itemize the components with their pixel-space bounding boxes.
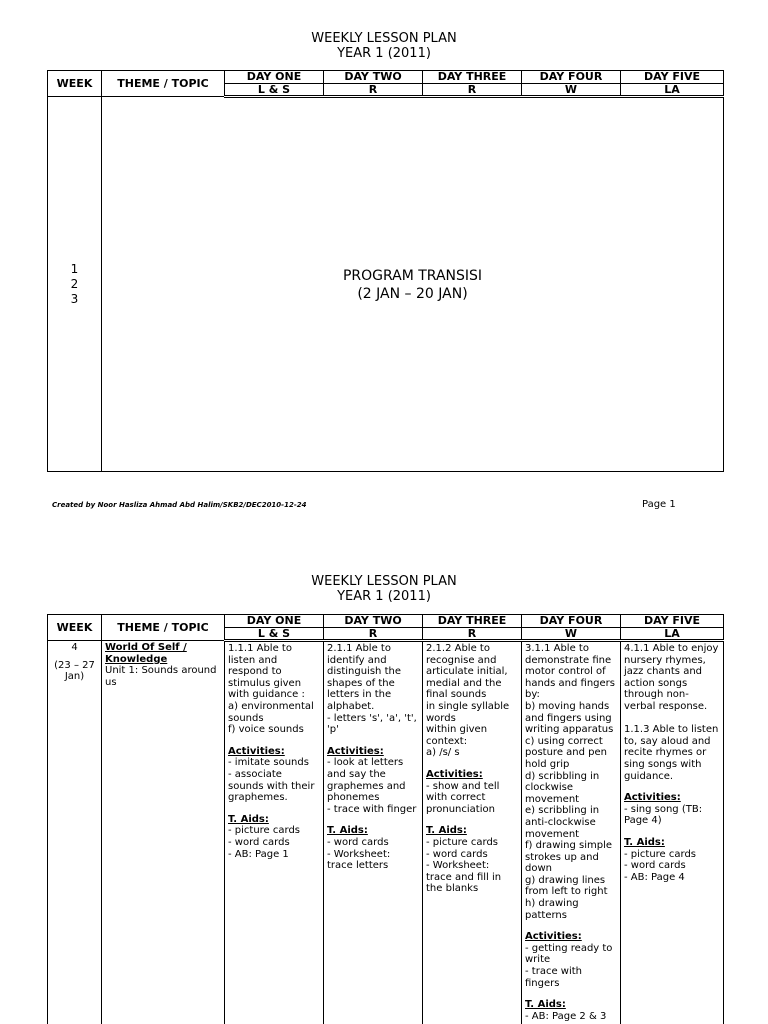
skill-day-four: W bbox=[522, 84, 621, 97]
page-title: WEEKLY LESSON PLAN bbox=[311, 574, 457, 589]
week-number: 2 bbox=[70, 276, 79, 291]
activities-label: Activities: bbox=[426, 768, 483, 780]
activities: - imitate sounds - associate sounds with their graphemes. bbox=[228, 757, 315, 804]
aids: - picture cards - word cards - AB: Page 4 bbox=[624, 848, 697, 883]
program-cell bbox=[102, 97, 724, 472]
activities-label: Activities: bbox=[327, 745, 384, 757]
skill-day-three: R bbox=[423, 628, 522, 641]
skill-day-one: L & S bbox=[225, 84, 324, 97]
aids-label: T. Aids: bbox=[525, 999, 566, 1011]
footer-page-number: Page 1 bbox=[642, 499, 676, 510]
header-day-two: DAY TWO bbox=[324, 615, 423, 628]
activities-label: Activities: bbox=[228, 745, 285, 757]
activities: - sing song (TB: Page 4) bbox=[624, 803, 703, 827]
skill-day-three: R bbox=[423, 84, 522, 97]
header-theme: THEME / TOPIC bbox=[102, 71, 225, 97]
header-day-one: DAY ONE bbox=[225, 71, 324, 84]
aids: - picture cards - word cards - Worksheet: trace and fill in the blanks bbox=[426, 836, 502, 895]
header-day-four: DAY FOUR bbox=[522, 71, 621, 84]
program-title: PROGRAM TRANSISI bbox=[342, 267, 483, 284]
aids-label: T. Aids: bbox=[426, 825, 467, 837]
page-subtitle: YEAR 1 (2011) bbox=[337, 46, 431, 61]
aids: - AB: Page 2 & 3 bbox=[525, 1010, 607, 1022]
activities: - look at letters and say the graphemes and phonemes - trace with finger bbox=[327, 757, 417, 815]
header-week: WEEK bbox=[48, 615, 102, 641]
header-day-five: DAY FIVE bbox=[621, 71, 724, 84]
day-three-cell bbox=[423, 641, 522, 1024]
day-one-cell bbox=[225, 641, 324, 1024]
week-number: 3 bbox=[70, 291, 79, 306]
week-dates: (23 – 27 Jan) bbox=[54, 659, 95, 683]
objective: 2.1.1 Able to identify and distinguish the shapes of the letters in the alphabet. - letters 's', 'a', 't', 'p' bbox=[327, 643, 417, 736]
activities: - getting ready to write - trace with fingers bbox=[525, 942, 613, 989]
week-number: 1 bbox=[70, 261, 79, 276]
week-number: 4 bbox=[71, 642, 78, 653]
week-cell bbox=[48, 641, 102, 1024]
aids: - picture cards - word cards - AB: Page 1 bbox=[228, 825, 301, 860]
header-day-four: DAY FOUR bbox=[522, 615, 621, 628]
day-four-cell bbox=[522, 641, 621, 1024]
activities-label: Activities: bbox=[624, 792, 681, 804]
page-2 bbox=[0, 524, 768, 1024]
skill-day-five: LA bbox=[621, 84, 724, 97]
aids-label: T. Aids: bbox=[327, 825, 368, 837]
footer-credit: Created by Noor Hasliza Ahmad Abd Halim/SKB2/DEC2010-12-24 bbox=[52, 501, 307, 509]
header-day-three: DAY THREE bbox=[423, 615, 522, 628]
header-day-five: DAY FIVE bbox=[621, 615, 724, 628]
skill-day-two: R bbox=[324, 628, 423, 641]
objective: 1.1.1 Able to listen and respond to stimulus given with guidance : a) environmental sounds f) voice sounds bbox=[228, 643, 314, 736]
lesson-plan-table bbox=[47, 614, 724, 1024]
day-two-cell bbox=[324, 641, 423, 1024]
skill-day-four: W bbox=[522, 628, 621, 641]
week-cell bbox=[48, 97, 102, 472]
header-theme: THEME / TOPIC bbox=[102, 615, 225, 641]
aids: - word cards - Worksheet: trace letters bbox=[327, 836, 391, 872]
header-day-one: DAY ONE bbox=[225, 615, 324, 628]
header-week: WEEK bbox=[48, 71, 102, 97]
objective: 3.1.1 Able to demonstrate fine motor control of hands and fingers by: b) moving hands and fingers using writing apparatus c) using correct posture and pen hold grip d) scribbling in clockwise movement e) scribbling in anti-clockwise movement f) drawing simple strokes up and down g) drawing lines from left to right h) drawing patterns bbox=[525, 643, 615, 921]
aids-label: T. Aids: bbox=[624, 836, 665, 848]
objective: 2.1.2 Able to recognise and articulate initial, medial and the final sounds in single syllable words within given context: a) /s/ s bbox=[426, 643, 510, 759]
theme-unit: Unit 1: Sounds around us bbox=[105, 665, 217, 688]
aids-label: T. Aids: bbox=[228, 813, 269, 825]
theme-cell bbox=[102, 641, 225, 1024]
skill-day-one: L & S bbox=[225, 628, 324, 641]
lesson-plan-table bbox=[47, 70, 724, 472]
objective: 4.1.1 Able to enjoy nursery rhymes, jazz chants and action songs through non-verbal response. 1.1.3 Able to listen to, say aloud and recite rhymes or sing songs with guidance. bbox=[624, 643, 719, 782]
page-subtitle: YEAR 1 (2011) bbox=[337, 589, 431, 604]
day-five-cell bbox=[621, 641, 724, 1024]
skill-day-five: LA bbox=[621, 628, 724, 641]
page-title: WEEKLY LESSON PLAN bbox=[311, 31, 457, 46]
header-day-two: DAY TWO bbox=[324, 71, 423, 84]
header-day-three: DAY THREE bbox=[423, 71, 522, 84]
activities: - show and tell with correct pronunciation bbox=[426, 780, 500, 815]
activities-label: Activities: bbox=[525, 931, 582, 943]
program-dates: (2 JAN – 20 JAN) bbox=[357, 285, 468, 302]
theme-title: World Of Self / Knowledge bbox=[105, 642, 187, 665]
skill-day-two: R bbox=[324, 84, 423, 97]
